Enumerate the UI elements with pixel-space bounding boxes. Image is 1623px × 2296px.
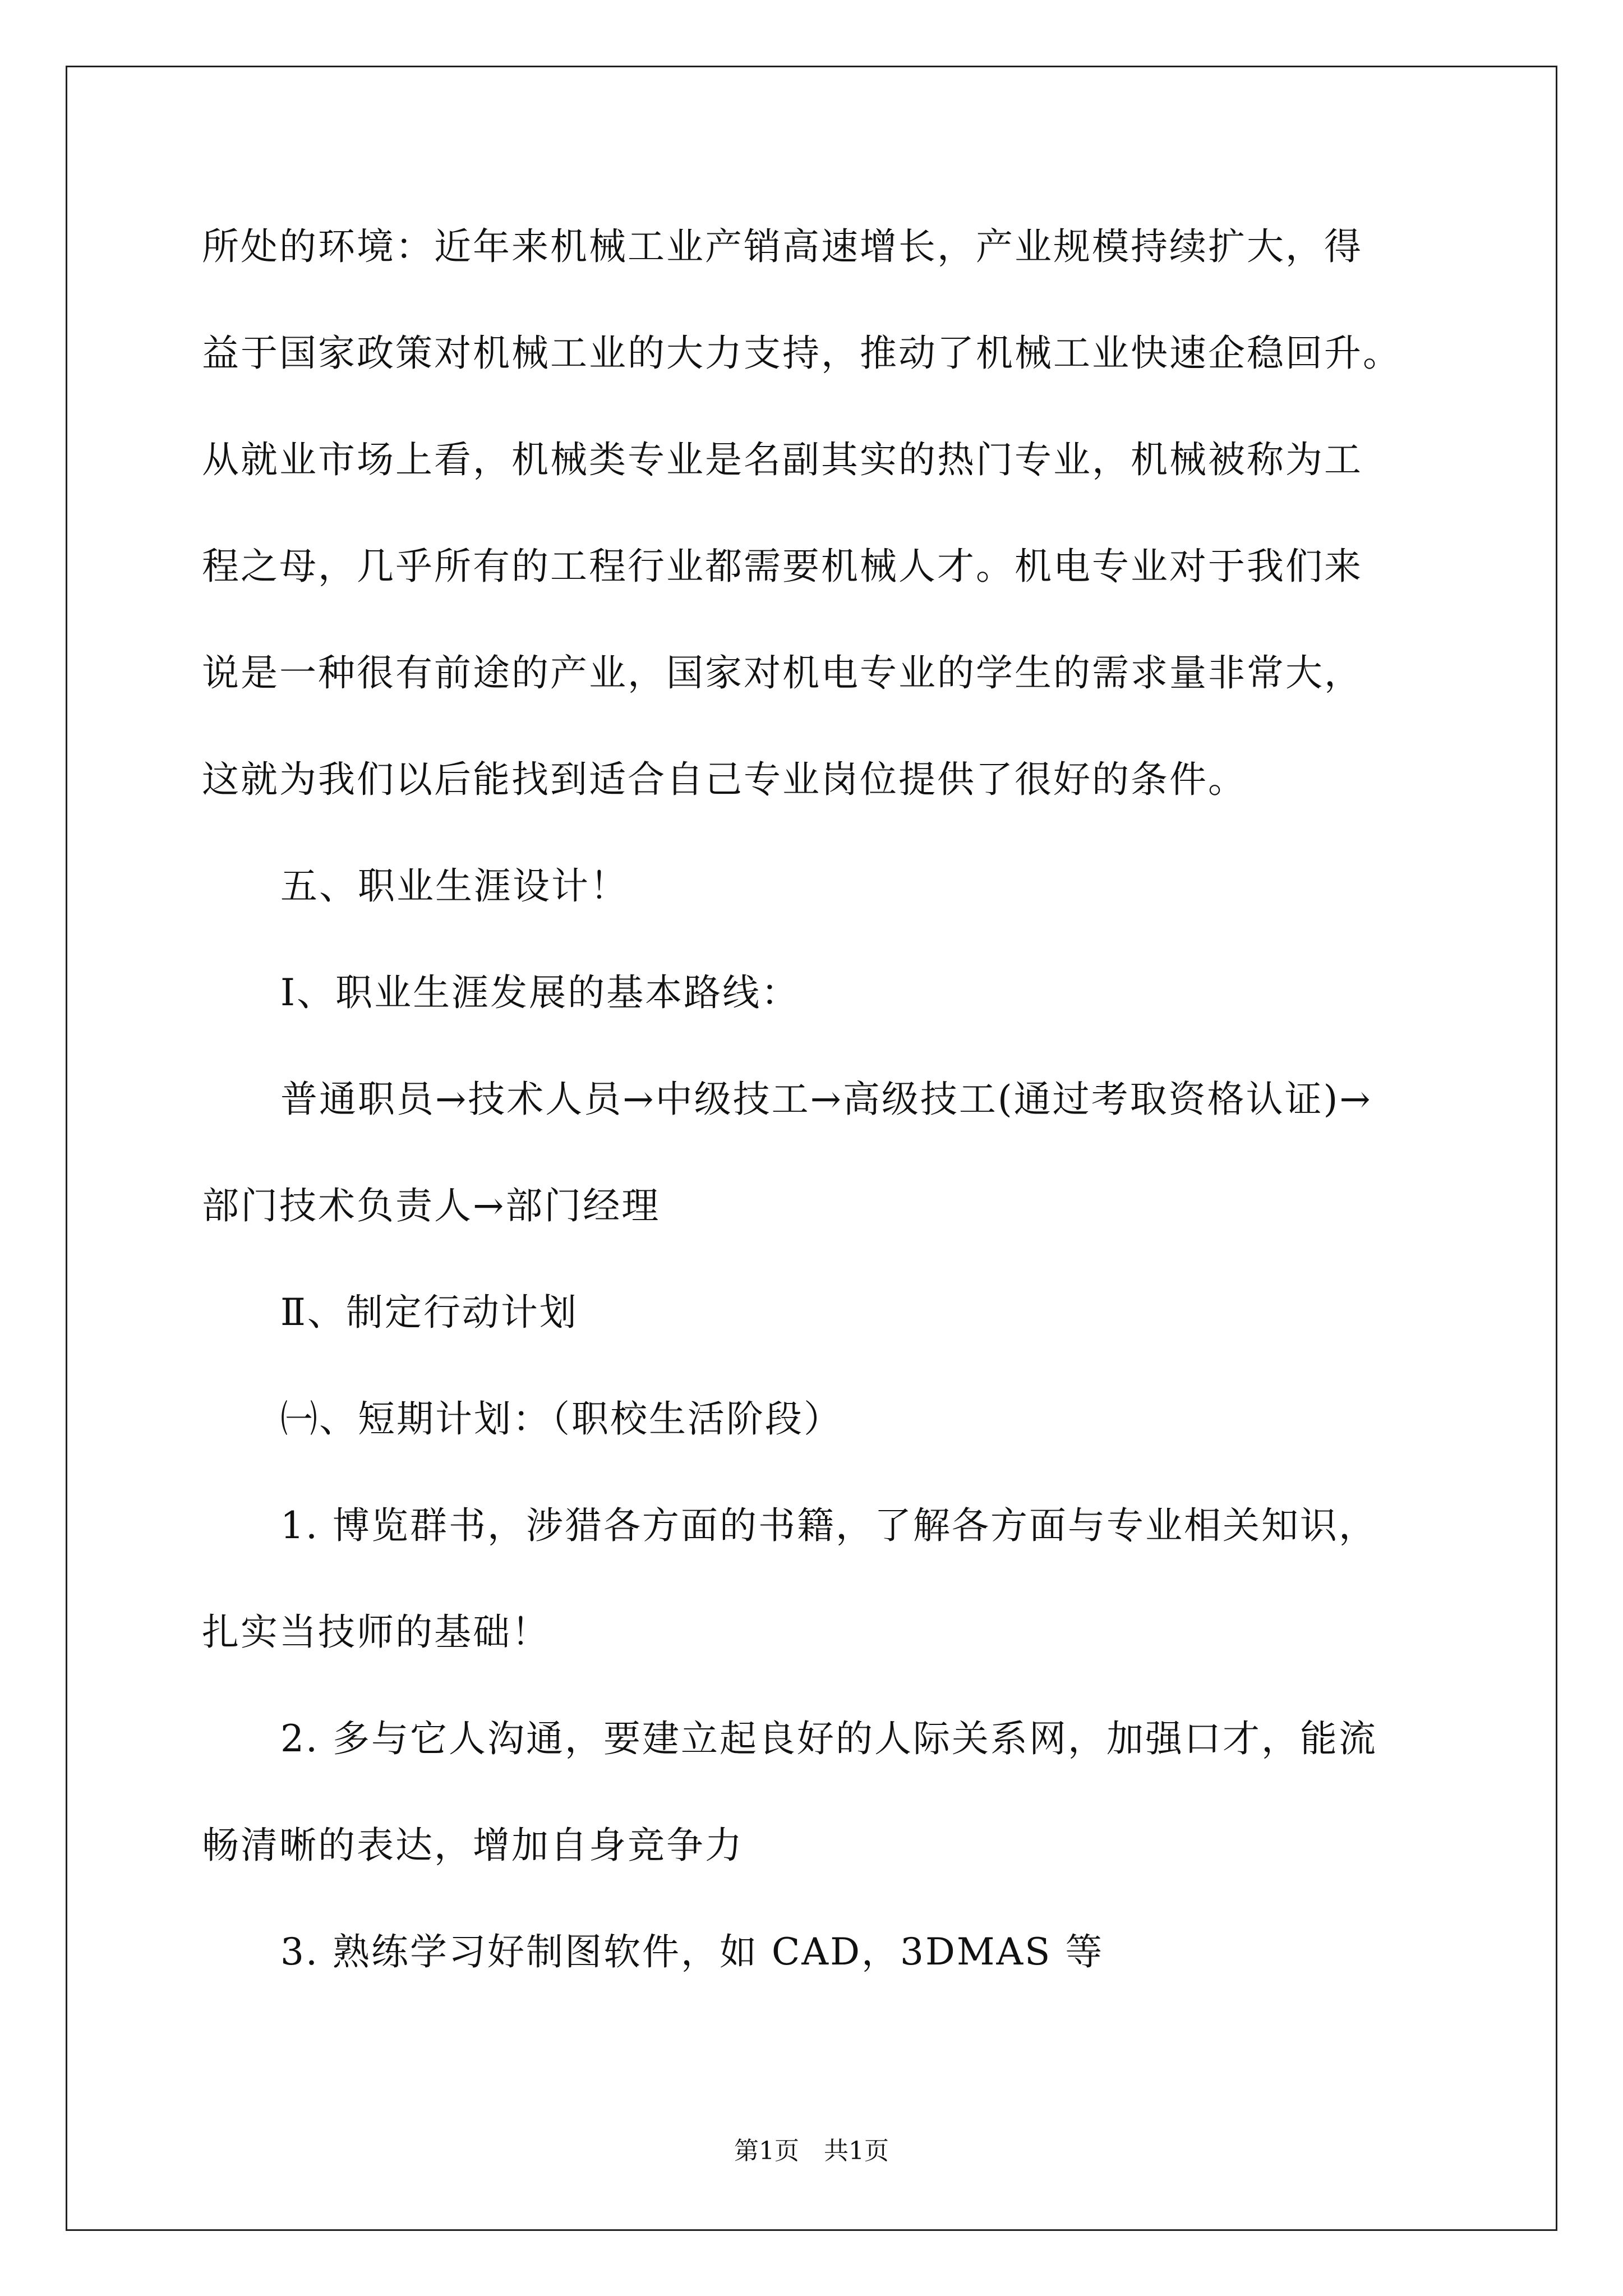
list-item-continuation: 扎实当技师的基础！ — [202, 1611, 550, 1654]
paragraph-line: 说是一种很有前途的产业，国家对机电专业的学生的需求量非常大， — [202, 651, 1363, 694]
paragraph-line: 从就业市场上看，机械类专业是名副其实的热门专业，机械被称为工 — [202, 438, 1363, 481]
section-heading: 五、职业生涯设计！ — [280, 864, 629, 908]
list-item: 3. 熟练学习好制图软件，如 CAD，3DMAS 等 — [280, 1930, 1104, 1973]
paragraph-line: 益于国家政策对机械工业的大力支持，推动了机械工业快速企稳回升。 — [202, 332, 1401, 375]
page-border — [66, 66, 1557, 2231]
subsection-heading: Ⅰ、职业生涯发展的基本路线： — [280, 971, 800, 1014]
page-footer: 第1页 共1页 — [734, 2137, 889, 2165]
list-item: 1. 博览群书，涉猎各方面的书籍，了解各方面与专业相关知识， — [280, 1504, 1377, 1547]
subsection-heading: ㈠、短期计划：（职校生活阶段） — [280, 1397, 842, 1441]
paragraph-line: 普通职员→技术人员→中级技工→高级技工(通过考取资格认证)→ — [280, 1078, 1372, 1121]
paragraph-line: 所处的环境：近年来机械工业产销高速增长，产业规模持续扩大，得 — [202, 225, 1363, 268]
paragraph-line: 程之母，几乎所有的工程行业都需要机械人才。机电专业对于我们来 — [202, 545, 1363, 588]
paragraph-line: 部门技术负责人→部门经理 — [202, 1184, 661, 1227]
paragraph-line: 这就为我们以后能找到适合自己专业岗位提供了很好的条件。 — [202, 758, 1247, 801]
list-item-continuation: 畅清晰的表达，增加自身竞争力 — [202, 1824, 744, 1867]
list-item: 2. 多与它人沟通，要建立起良好的人际关系网，加强口才，能流 — [280, 1717, 1377, 1760]
subsection-heading: Ⅱ、制定行动计划 — [280, 1291, 578, 1334]
